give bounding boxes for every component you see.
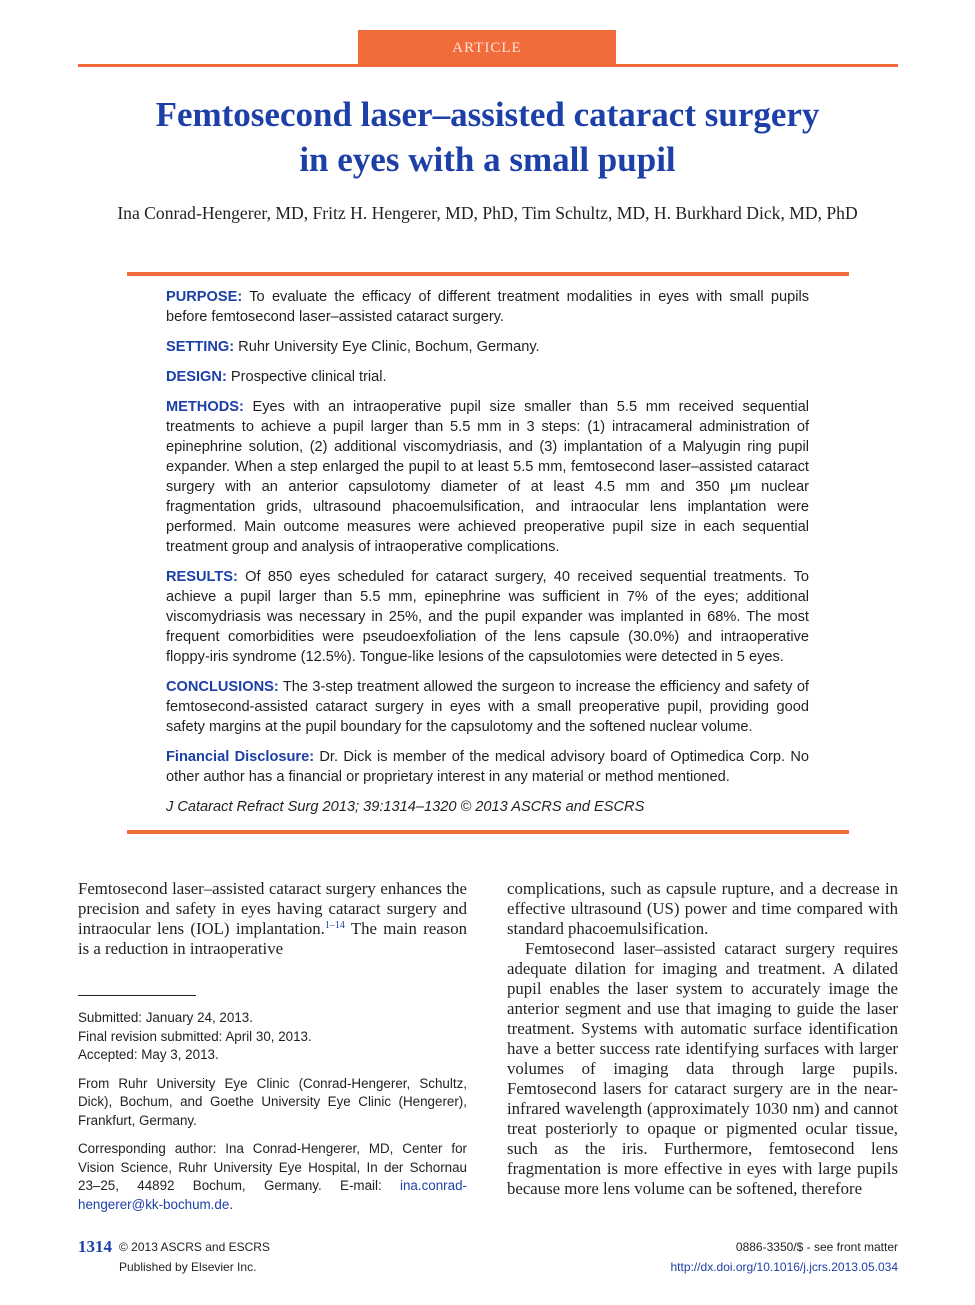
design-label: DESIGN: (166, 369, 227, 385)
revision-date: Final revision submitted: April 30, 2013. (78, 1028, 312, 1044)
corresponding-text: Corresponding author: Ina Conrad-Hengerer, MD, Center for Vision Science, Ruhr University Eye Hospital, In der Schornau 23–25, 44892 Bochum, Germany. E-mail: (78, 1141, 467, 1193)
article-title (60, 92, 915, 182)
body-left-column (78, 879, 467, 959)
body-paragraph: complications, such as capsule rupture, and a decrease in effective ultrasound (US) power and time compared with standard phacoemulsification. (507, 879, 898, 938)
setting-label: SETTING: (166, 339, 235, 355)
title-line-2: in eyes with a small pupil (299, 140, 676, 179)
abstract (166, 287, 809, 827)
conclusions-text: The 3-step treatment allowed the surgeon to increase the efficiency and safety of femtosecond-assisted cataract surgery in eyes with a small preoperative pupil, providing good safety margins at the pupil boundary for the capsulotomy and the softened nuclear volume. (166, 679, 809, 735)
abstract-bottom-rule (127, 830, 849, 834)
author-list: Ina Conrad-Hengerer, MD, Fritz H. Hengerer, MD, PhD, Tim Schultz, MD, H. Burkhard Dick, MD, PhD (117, 203, 858, 223)
abstract-conclusions (166, 677, 809, 737)
journal-citation: J Cataract Refract Surg 2013; 39:1314–1320 © 2013 ASCRS and ESCRS (166, 799, 645, 815)
conclusions-label: CONCLUSIONS: (166, 679, 279, 695)
results-label: RESULTS: (166, 569, 238, 585)
abstract-setting (166, 337, 809, 357)
submitted-date: Submitted: January 24, 2013. (78, 1010, 253, 1025)
footnotes (78, 1009, 467, 1224)
methods-text: Eyes with an intraoperative pupil size smaller than 5.5 mm received sequential treatments to achieve a pupil larger than 5.5 mm in 3 steps: (1) intracameral administration of epinephrine solution, (2) additional viscomydriasis, and (3) implantation of a Malyugin ring pupil expander. When a step enlarged the pupil to at least 5.5 mm, femtosecond laser–assisted cataract surgery with an anterior capsulotomy diameter of at least 4.5 mm and 350 μm nuclear fragmentation grids, ultrasound phacoemulsification, and intraocular lens implantation were performed. Main outcome measures were achieved preoperative pupil size in each sequential treatment group and analysis of intraoperative complications. (166, 399, 809, 555)
section-label: ARTICLE (358, 30, 616, 64)
methods-label: METHODS: (166, 399, 244, 415)
abstract-top-rule (127, 272, 849, 276)
doi-link[interactable]: http://dx.doi.org/10.1016/j.jcrs.2013.05.034 (670, 1260, 898, 1274)
disclosure-text: Dr. Dick is member of the medical advisory board of Optimedica Corp. No other author has a financial or proprietary interest in any material or method mentioned. (166, 749, 810, 785)
body-paragraph (78, 879, 467, 959)
page-number: 1314 (78, 1237, 112, 1256)
copyright-notice: © 2013 ASCRS and ESCRS (119, 1240, 270, 1254)
abstract-methods (166, 397, 809, 557)
purpose-text: To evaluate the efficacy of different treatment modalities in eyes with small pupils before femtosecond laser–assisted cataract surgery. (166, 289, 809, 325)
corresponding-author (78, 1140, 467, 1214)
reference-link[interactable]: 1–14 (324, 920, 345, 931)
footnote-divider (78, 995, 196, 996)
abstract-purpose (166, 287, 809, 327)
setting-text: Ruhr University Eye Clinic, Bochum, Germany. (234, 339, 540, 355)
email-link[interactable]: ina.conrad-hengerer@kk-bochum.de (78, 1178, 467, 1212)
corresponding-end: . (229, 1196, 234, 1212)
results-text: Of 850 eyes scheduled for cataract surgery, 40 received sequential treatments. To achieve a pupil larger than 5.5 mm, epinephrine was sufficient in 7% of the eyes; additional viscomydriasis was necessary in 25%, and the pupil expander was implanted in 68%. The most frequent comorbidities were pseudoexfoliation of the lens capsule (30.0%) and intraoperative floppy-iris syndrome (12.5%). Tongue-like lesions of the capsulotomies were detected in 5 eyes. (166, 569, 809, 665)
purpose-label: PURPOSE: (166, 289, 243, 305)
abstract-disclosure (166, 747, 809, 787)
abstract-design (166, 367, 809, 387)
affiliation: From Ruhr University Eye Clinic (Conrad-Hengerer, Schultz, Dick), Bochum, and Goethe University Eye Clinic (Hengerer), Frankfurt, Germany. (78, 1075, 467, 1128)
body-text: The main reason is a reduction in intraoperative (78, 919, 467, 958)
accepted-date: Accepted: May 3, 2013. (78, 1047, 219, 1062)
body-right-column (507, 879, 898, 1199)
history-dates (78, 1009, 467, 1065)
abstract-results (166, 567, 809, 667)
issn-notice: 0886-3350/$ - see front matter (735, 1240, 898, 1254)
body-text: Femtosecond laser–assisted cataract surgery enhances the precision and safety in eyes having cataract surgery and intraocular lens (IOL) implantation. (78, 879, 467, 938)
body-paragraph: Femtosecond laser–assisted cataract surgery requires adequate dilation for imaging and treatment. A dilated pupil enables the laser system to accurately image the anterior segment and use that imaging to guide the laser treatment. Systems with automatic surface identification have a better success rate identifying surfaces with larger volumes of imaging data through large pupils. Femtosecond lasers for cataract surgery are in the near-infrared wavelength (approximately 1030 nm) and cannot treat posteriorly to opaque or pigmented ocular tissue, such as the iris. Furthermore, femtosecond lens fragmentation is more effective in eyes with large pupils because more lens volume can be softened, therefore (507, 939, 898, 1198)
title-line-1: Femtosecond laser–assisted cataract surgery (155, 95, 820, 134)
header-divider (78, 64, 898, 67)
disclosure-label: Financial Disclosure: (166, 749, 315, 765)
design-text: Prospective clinical trial. (226, 369, 387, 385)
publisher-notice: Published by Elsevier Inc. (119, 1260, 257, 1274)
